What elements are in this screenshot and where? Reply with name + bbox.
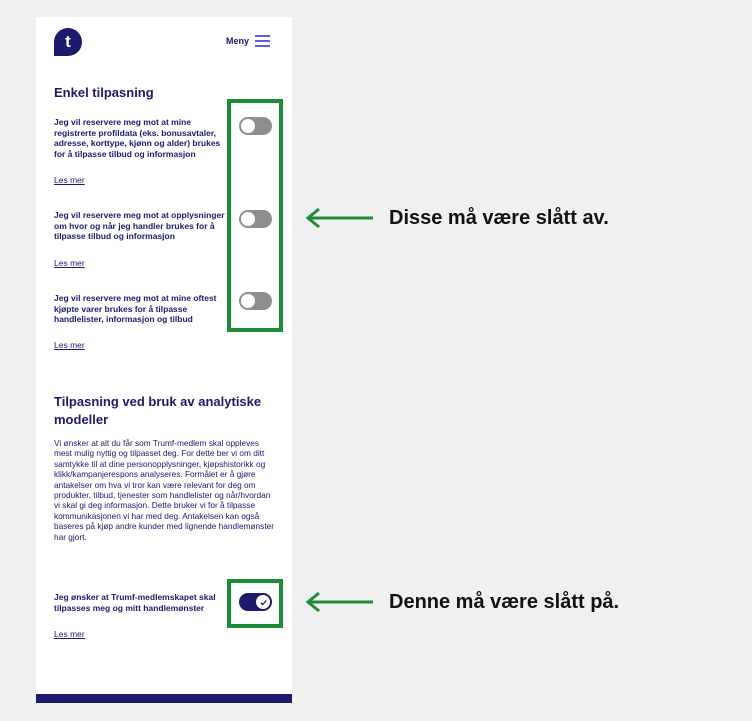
menu-button[interactable] (226, 35, 270, 46)
menu-label: Meny (226, 35, 250, 46)
arrow-left-icon (305, 590, 375, 614)
read-more-link-location[interactable]: Les mer (54, 258, 85, 268)
consent-text-analytics: Jeg ønsker at Trumf-medlemskapet skal tilpasses meg og mitt handlemønster (54, 592, 216, 613)
analytics-description: Vi ønsker at alt du får som Trumf-medlem skal oppleves mest mulig nyttig og tilpasset deg. For dette ber vi om ditt samtykke til at dine personopplysninger, kjøpshistorikk og klikk/kampanjerespons analyseres. Formålet er å gjøre antakelser om hva vi tror kan være relevant for deg om produkter, tilbud, tjenester som handlelister og når/hvordan vi skal gi deg informasjon. Dette bruker vi for å tilpasse kommunikasjonen vi har med deg. Antakelsen kan også baseres på kjøp andre kunder med lignende handlemønster har gjort. (54, 438, 274, 542)
trumf-logo[interactable]: t (54, 28, 82, 56)
read-more-link-analytics[interactable]: Les mer (54, 629, 85, 639)
bottom-bar (36, 694, 292, 703)
read-more-link-profile[interactable]: Les mer (54, 175, 85, 185)
consent-text-products: Jeg vil reservere meg mot at mine oftest kjøpte varer brukes for å tilpasse handlelister, informasjon og tilbud (54, 293, 217, 324)
arrow-left-icon (305, 206, 375, 230)
read-more-link-products[interactable]: Les mer (54, 340, 85, 350)
highlight-box-on (227, 579, 283, 628)
consent-text-profile: Jeg vil reservere meg mot at mine registrerte profildata (eks. bonusavtaler, adresse, korttype, kjønn og alder) brukes for å tilpasse tilbud og informasjon (54, 117, 221, 159)
annotation-off (305, 206, 609, 230)
annotation-off-text: Disse må være slått av. (389, 206, 609, 229)
section-title-simple: Enkel tilpasning (54, 85, 154, 100)
section-title-analytics: Tilpasning ved bruk av analytiske modeller (54, 394, 262, 427)
hamburger-icon (255, 35, 270, 46)
annotation-on-text: Denne må være slått på. (389, 590, 620, 613)
annotation-on (305, 590, 619, 614)
highlight-box-off (227, 99, 283, 332)
consent-text-location: Jeg vil reservere meg mot at opplysninger om hvor og når jeg handler brukes for å tilpasse tilbud og informasjon (54, 210, 225, 241)
